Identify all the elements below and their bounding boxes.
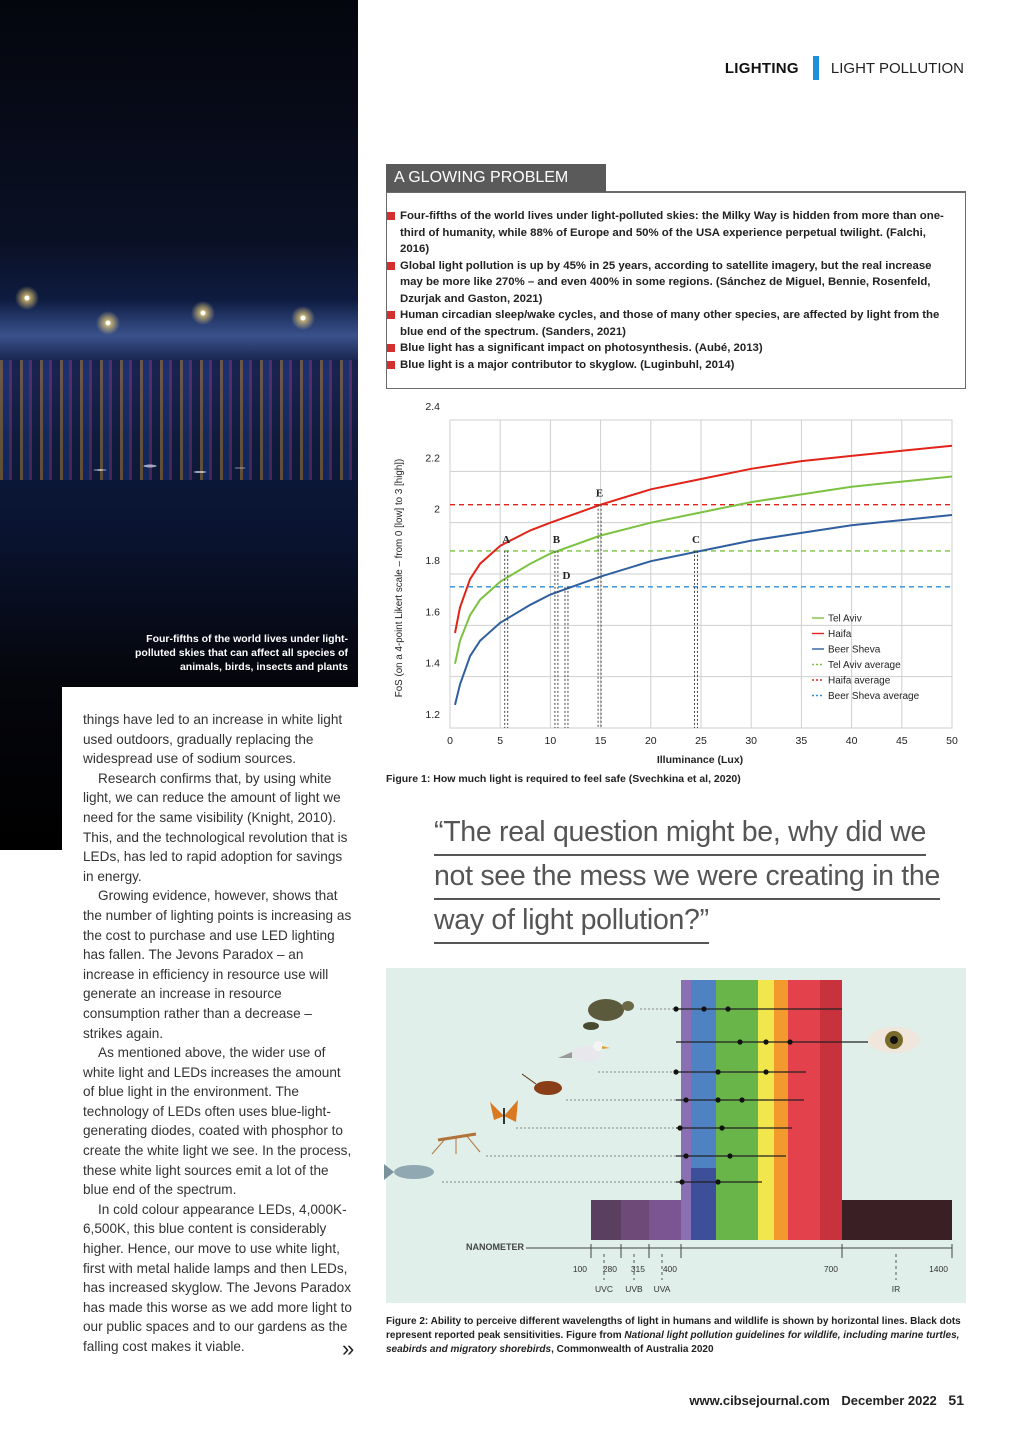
boxout-item-text: Global light pollution is up by 45% in 25 years, according to satellite imagery, but the real increase may be more like 270% – and even 400% in some regions. (Sánchez de Miguel, Bennie, Rosenfeld, Dzurjak and Gaston, 2021) [400,259,932,305]
y-tick-label: 2.2 [425,452,440,465]
peak-sensitivity-dot [737,1039,742,1044]
butterfly-icon [490,1100,518,1124]
spectrum-diagram [386,968,966,1303]
boxout-list [386,208,946,373]
band-label: UVB [625,1284,643,1294]
x-tick-label: 10 [544,735,557,747]
body-text [83,710,355,1357]
peak-sensitivity-dot [763,1069,768,1074]
photo-light [14,285,40,311]
photo-light [95,310,121,336]
green-band [716,980,758,1240]
peak-sensitivity-dot [679,1179,684,1184]
section-label: LIGHTING [724,59,799,77]
legend-label: Beer Sheva [828,644,881,656]
uvc-band [591,1200,621,1240]
legend-label: Tel Aviv average [828,660,901,671]
boxout-item [386,208,946,258]
cockroach-icon [522,1074,562,1095]
photo-light [290,305,316,331]
x-tick-label: 50 [946,735,958,747]
annotation-label: E [595,487,604,500]
band-label: UVC [595,1284,613,1294]
footer-url: www.cibsejournal.com [689,1393,830,1408]
figure2-caption [386,1315,966,1357]
peak-sensitivity-dot [787,1039,792,1044]
body-paragraph: Research confirms that, by using white light, we can reduce the amount of light we need for the same visibility (Knight, 2010). This, and the technological revolution that is LEDs, has led to rapid adoption for savings in energy. [83,770,348,884]
nanometer-tick-label: 280 [602,1264,617,1274]
eye-icon [868,1027,920,1053]
y-tick-label: 1.6 [425,606,440,619]
orange-band [774,980,788,1240]
photo-birds [60,450,260,490]
deep-blue-band [691,1168,716,1240]
quote-line: not see the mess we were creating in the [434,856,940,900]
peak-sensitivity-dot [727,1153,732,1158]
photo-caption: Four-fifths of the world lives under light-polluted skies that can affect all species of animals, birds, insects and plants [135,633,348,674]
boxout-item [386,307,946,340]
annotation-label: D [562,569,571,582]
body-paragraph: things have led to an increase in white light used outdoors, gradually replacing the widespread use of sodium sources. [83,712,343,767]
peak-sensitivity-dot [683,1097,688,1102]
y-axis-label: FoS (on a 4-point Likert scale – from 0 [low] to 3 [high]) [394,458,405,698]
bullet-square-icon [387,311,395,319]
boxout-item-text: Blue light is a major contributor to skyglow. (Luginbuhl, 2014) [400,358,735,371]
nanometer-tick-label: 315 [630,1264,645,1274]
figure2-caption-source: National light pollution guidelines for wildlife, including marine turtles, seabirds and migratory shorebirds [386,1330,960,1355]
peak-sensitivity-dot [715,1179,720,1184]
continue-arrow-icon: » [342,1336,355,1361]
photo-light [190,300,216,326]
page-footer [689,1392,964,1408]
ir-band [842,1200,952,1240]
x-tick-label: 25 [695,735,707,747]
legend-item [812,691,920,702]
uva-band [649,1200,681,1240]
y-tick-label: 1.8 [425,555,440,567]
quote-line: “The real question might be, why did we [434,812,926,856]
boxout-item [386,340,946,357]
bullet-square-icon [387,262,395,270]
annotation-label: A [502,533,511,546]
peak-sensitivity-dot [677,1125,682,1130]
peak-sensitivity-dot [673,1006,678,1011]
annotation-label: B [552,533,561,546]
y-tick-label: 1.4 [425,657,440,670]
boxout-item-text: Human circadian sleep/wake cycles, and those of many other species, are affected by light from the blue end of the spectrum. (Sanders, 2021) [400,309,940,338]
seabird-icon [558,1041,610,1062]
x-tick-label: 30 [745,735,758,747]
nanometer-tick-label: 1400 [929,1264,948,1274]
annotation-label: C [692,533,700,546]
y-tick-label: 2 [434,503,440,516]
yellow-band [758,980,774,1240]
y-tick-label: 2.4 [425,401,440,413]
body-paragraph: As mentioned above, the wider use of white light and LEDs increases the amount of blue light in the environment. The technology of LEDs often uses blue-light-generating diodes, coated with phosphor to create the white light we see. In the process, these white light sources emit a lot of the blue end of the spectrum. [83,1045,352,1198]
violet-band [681,980,691,1240]
x-tick-label: 15 [594,735,607,747]
peak-sensitivity-dot [725,1006,730,1011]
boxout-item [386,357,946,374]
deep-red-band [820,980,842,1240]
pull-quote [434,812,954,944]
nanometer-tick-label: 400 [662,1264,677,1274]
figure1-caption: Figure 1: How much light is required to feel safe (Svechkina et al, 2020) [386,773,741,785]
peak-sensitivity-dot [719,1125,724,1130]
fos-illuminance-chart [390,401,966,770]
nanometer-tick-label: 700 [823,1264,838,1274]
boxout-item-text: Four-fifths of the world lives under light-polluted skies: the Milky Way is hidden from more than one-third of humanity, while 88% of Europe and 50% of the USA experience perpetual twilight. (Falchi, 2016) [400,210,944,255]
page-number: 51 [948,1392,964,1408]
body-paragraph: In cold colour appearance LEDs, 4,000K-6,500K, this blue content is considerably higher. Hence, our move to use white light, first with metal halide lamps and then LEDs, has increased skyglow. The Jevons Paradox has made this worse as we add more light to our public spaces and to our gardens as the falling cost makes it viable. [83,1201,352,1354]
bullet-square-icon [387,344,395,352]
nanometer-ticks [573,1244,952,1294]
x-tick-label: 5 [497,735,504,747]
y-tick-label: 1.2 [425,709,440,721]
peak-sensitivity-dot [715,1069,720,1074]
boxout-item-text: Blue light has a significant impact on photosynthesis. (Aubé, 2013) [400,342,763,354]
section-header [725,56,964,80]
x-tick-label: 45 [895,735,908,747]
x-tick-label: 40 [845,735,858,747]
legend-label: Haifa [828,629,852,640]
nanometer-tick-label: 100 [572,1264,587,1274]
bullet-square-icon [387,361,395,369]
figure2-caption-text: Figure 2: Ability to perceive different wavelengths of light in humans and wildlife is shown by horizontal lines. Black dots represent reported peak sensitivities. Figure from [386,1316,961,1341]
subsection-label: LIGHT POLLUTION [830,59,964,77]
nanometer-axis-title: NANOMETER [466,1242,524,1252]
band-label: IR [891,1284,901,1294]
peak-sensitivity-dot [701,1006,706,1011]
boxout-item [386,258,946,308]
footer-date: December 2022 [841,1393,937,1408]
peak-sensitivity-dot [673,1069,678,1074]
peak-sensitivity-dot [715,1097,720,1102]
x-tick-label: 35 [795,735,808,747]
figure2-caption-credit: , Commonwealth of Australia 2020 [551,1344,714,1355]
bullet-square-icon [387,212,395,220]
legend-label: Tel Aviv [828,613,862,625]
mosquito-icon [432,1134,480,1154]
quote-line: way of light pollution?” [434,900,709,944]
body-paragraph: Growing evidence, however, shows that the number of lighting points is increasing as the cost to purchase and use LED lighting has fallen. The Jevons Paradox – an increase in efficiency in resource use will generate an increase in resource consumption rather than a decrease – strikes again. [83,888,352,1041]
x-tick-label: 20 [644,735,657,747]
wavelength-perception-figure [386,968,966,1303]
turtle-icon [583,999,634,1030]
red-band [788,980,820,1240]
uvb-band [621,1200,649,1240]
boxout-title: A GLOWING PROBLEM [386,164,606,192]
header-divider [813,56,819,80]
legend-label: Haifa average [828,675,891,687]
fish-icon [384,1164,434,1180]
peak-sensitivity-dot [683,1153,688,1158]
peak-sensitivity-dot [739,1097,744,1102]
x-axis-label: Illuminance (Lux) [656,754,744,766]
peak-sensitivity-dot [763,1039,768,1044]
x-tick-label: 0 [447,735,453,747]
legend-label: Beer Sheva average [828,691,920,702]
band-label: UVA [653,1284,671,1294]
